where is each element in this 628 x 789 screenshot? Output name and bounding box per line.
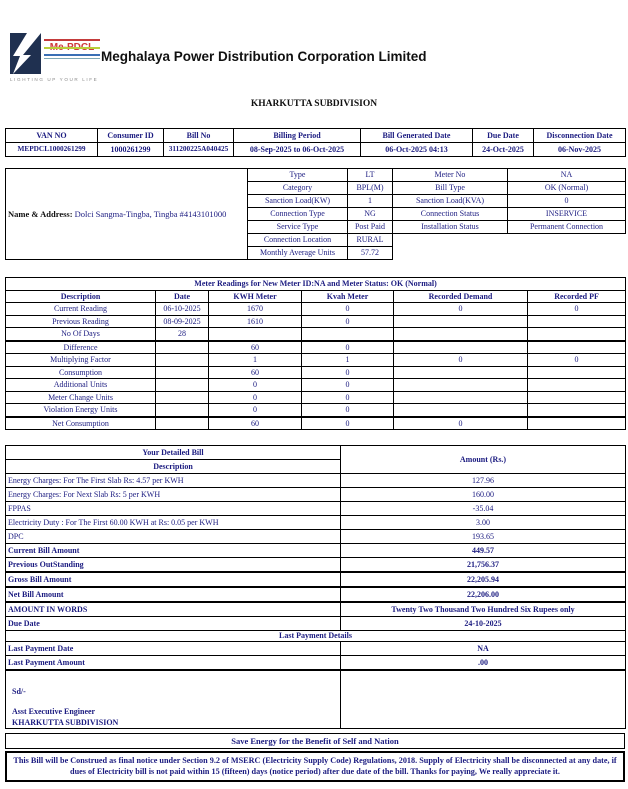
meter-cell: 06-10-2025 bbox=[156, 303, 209, 316]
charge-amount: 193.65 bbox=[341, 530, 626, 544]
meter-cell bbox=[156, 366, 209, 379]
kwh-meter-header: KWH Meter bbox=[209, 290, 302, 303]
meter-cell: Multiplying Factor bbox=[6, 354, 156, 367]
meter-cell bbox=[394, 379, 528, 392]
van-no-header: VAN NO bbox=[6, 129, 98, 143]
empty-cell bbox=[508, 247, 626, 260]
meter-cell bbox=[156, 404, 209, 417]
empty-cell bbox=[508, 234, 626, 247]
bill-no-value: 311200225A040425 bbox=[164, 143, 234, 157]
signature-row bbox=[6, 670, 626, 729]
logo-tagline: LIGHTING UP YOUR LIFE bbox=[10, 77, 99, 82]
meter-cell bbox=[394, 391, 528, 404]
meter-cell: Consumption bbox=[6, 366, 156, 379]
amount-in-words-value: Twenty Two Thousand Two Hundred Six Rupees only bbox=[341, 602, 626, 617]
meter-cell: 0 bbox=[528, 303, 626, 316]
logo-brand-text bbox=[44, 41, 100, 54]
account-label: Service Type bbox=[248, 221, 348, 234]
meter-cell bbox=[394, 366, 528, 379]
bill-title-row bbox=[6, 446, 626, 460]
charge-amount: -35.04 bbox=[341, 502, 626, 516]
detailed-bill-table bbox=[5, 445, 626, 729]
meter-cell bbox=[528, 379, 626, 392]
due-date-header: Due Date bbox=[473, 129, 534, 143]
charge-label: Previous OutStanding bbox=[6, 558, 341, 573]
account-value: 57.72 bbox=[348, 247, 393, 260]
account-label: Bill Type bbox=[393, 182, 508, 195]
account-value: BPL(M) bbox=[348, 182, 393, 195]
meter-cell: Additional Units bbox=[6, 379, 156, 392]
last-payment-date-label: Last Payment Date bbox=[6, 642, 341, 656]
bill-row-energy-next-slab bbox=[6, 488, 626, 502]
subdivision-title: KHARKUTTA SUBDIVISION bbox=[250, 99, 378, 109]
name-address-label: Name & Address: bbox=[8, 208, 73, 219]
bill-summary-table bbox=[5, 128, 626, 157]
account-value: OK (Normal) bbox=[508, 182, 626, 195]
meter-readings-table bbox=[5, 277, 626, 430]
bill-row-fppas bbox=[6, 502, 626, 516]
meter-cell: 0 bbox=[209, 404, 302, 417]
charge-label: Current Bill Amount bbox=[6, 544, 341, 558]
meter-row-consumption bbox=[6, 366, 626, 379]
bill-no-header: Bill No bbox=[164, 129, 234, 143]
meter-cell: 0 bbox=[302, 366, 394, 379]
meter-cell: 28 bbox=[156, 328, 209, 341]
meter-cell: 60 bbox=[209, 341, 302, 354]
signature-designation: Asst Executive Engineer bbox=[12, 707, 96, 717]
signature-sd: Sd/- bbox=[12, 687, 26, 696]
meter-cell bbox=[528, 328, 626, 341]
charge-label: Energy Charges: For The First Slab Rs: 4.57 per KWH bbox=[6, 474, 341, 488]
meter-cell: Net Consumption bbox=[6, 417, 156, 430]
meter-cell bbox=[528, 366, 626, 379]
charge-label: AMOUNT IN WORDS bbox=[6, 602, 341, 617]
meter-table-title: Meter Readings for New Meter ID:NA and Meter Status: OK (Normal) bbox=[6, 278, 626, 291]
meter-cell: 1610 bbox=[209, 315, 302, 328]
last-payment-amount-value: .00 bbox=[341, 656, 626, 671]
final-notice-text: This Bill will be Construed as final notice under Section 9.2 of MSERC (Electricity Supply Code) Regulations, 2018. Supply of Electricity shall be disconnected at any date, if dues of Electricity bill is not paid within 15 (fifteen) days (notice period) after due date of the bill. Thanks for paying, We really appreciate it. bbox=[5, 751, 625, 782]
bill-row-net-bill-amount bbox=[6, 587, 626, 602]
account-label: Type bbox=[248, 169, 348, 182]
bill-row-due-date bbox=[6, 617, 626, 631]
bill-table-title: Your Detailed Bill bbox=[6, 446, 341, 460]
last-payment-details-row bbox=[6, 631, 626, 642]
last-payment-details-title: Last Payment Details bbox=[6, 631, 626, 642]
amount-header: Amount (Rs.) bbox=[341, 446, 626, 474]
account-label: Connection Type bbox=[248, 208, 348, 221]
meter-row-difference bbox=[6, 341, 626, 354]
meter-cell: 08-09-2025 bbox=[156, 315, 209, 328]
charge-amount: 3.00 bbox=[341, 516, 626, 530]
disconnection-date-header: Disconnection Date bbox=[534, 129, 626, 143]
bill-row-previous-outstanding bbox=[6, 558, 626, 573]
previous-outstanding-value: 21,756.37 bbox=[341, 558, 626, 573]
gross-bill-amount-value: 22,205.94 bbox=[341, 572, 626, 587]
meter-cell bbox=[528, 417, 626, 430]
account-label: Sanction Load(KW) bbox=[248, 195, 348, 208]
description-header: Description bbox=[6, 290, 156, 303]
bill-row-current-bill-amount bbox=[6, 544, 626, 558]
meter-cell bbox=[156, 341, 209, 354]
meter-cell bbox=[156, 354, 209, 367]
name-address-value: Dolci Sangma-Tingba, Tingba #4143101000 bbox=[72, 208, 227, 219]
bill-row-gross-bill-amount bbox=[6, 572, 626, 587]
meter-cell: No Of Days bbox=[6, 328, 156, 341]
account-label: Sanction Load(KVA) bbox=[393, 195, 508, 208]
name-address-cell bbox=[6, 169, 248, 260]
consumer-id-value: 1000261299 bbox=[98, 143, 164, 157]
account-info-table bbox=[5, 168, 626, 260]
account-value: RURAL bbox=[348, 234, 393, 247]
meter-cell: 60 bbox=[209, 366, 302, 379]
meter-cell bbox=[528, 404, 626, 417]
billing-period-header: Billing Period bbox=[234, 129, 361, 143]
meter-row-net-consumption bbox=[6, 417, 626, 430]
net-bill-amount-value: 22,206.00 bbox=[341, 587, 626, 602]
charge-amount: 160.00 bbox=[341, 488, 626, 502]
logo-blue-line bbox=[44, 54, 100, 56]
bill-row-energy-first-slab bbox=[6, 474, 626, 488]
due-date-value: 24-Oct-2025 bbox=[473, 143, 534, 157]
bill-row-electricity-duty bbox=[6, 516, 626, 530]
meter-row-violation-energy-units bbox=[6, 404, 626, 417]
account-value: INSERVICE bbox=[508, 208, 626, 221]
signature-office: KHARKUTTA SUBDIVISION bbox=[12, 717, 119, 727]
company-title: Meghalaya Power Distribution Corporation Limited bbox=[101, 49, 427, 64]
meter-row-meter-change-units bbox=[6, 391, 626, 404]
lightning-bolt-icon bbox=[10, 33, 41, 74]
charge-label: Electricity Duty : For The First 60.00 KWH at Rs: 0.05 per KWH bbox=[6, 516, 341, 530]
meter-cell bbox=[528, 341, 626, 354]
account-value: NG bbox=[348, 208, 393, 221]
logo-teal-line bbox=[44, 58, 100, 59]
charge-label: Energy Charges: For Next Slab Rs: 5 per KWH bbox=[6, 488, 341, 502]
meter-cell: Violation Energy Units bbox=[6, 404, 156, 417]
logo-green-line bbox=[44, 47, 100, 49]
charge-label: Gross Bill Amount bbox=[6, 572, 341, 587]
meter-cell: 60 bbox=[209, 417, 302, 430]
meter-row-multiplying-factor bbox=[6, 354, 626, 367]
date-header: Date bbox=[156, 290, 209, 303]
meter-cell: 0 bbox=[394, 303, 528, 316]
charge-amount: 127.96 bbox=[341, 474, 626, 488]
meter-cell: 0 bbox=[302, 379, 394, 392]
meter-cell bbox=[302, 328, 394, 341]
bill-row-dpc bbox=[6, 530, 626, 544]
meter-cell: 0 bbox=[209, 391, 302, 404]
kvah-meter-header: Kvah Meter bbox=[302, 290, 394, 303]
billing-period-value: 08-Sep-2025 to 06-Oct-2025 bbox=[234, 143, 361, 157]
empty-cell bbox=[393, 234, 508, 247]
account-value: LT bbox=[348, 169, 393, 182]
meter-cell: 0 bbox=[302, 391, 394, 404]
disconnection-date-value: 06-Nov-2025 bbox=[534, 143, 626, 157]
charge-label: Due Date bbox=[6, 617, 341, 631]
meter-cell bbox=[394, 315, 528, 328]
meter-cell bbox=[209, 328, 302, 341]
account-value: 1 bbox=[348, 195, 393, 208]
meter-cell: Meter Change Units bbox=[6, 391, 156, 404]
meter-cell bbox=[156, 391, 209, 404]
account-value: Permanent Connection bbox=[508, 221, 626, 234]
meter-header-row bbox=[6, 290, 626, 303]
consumer-id-header: Consumer ID bbox=[98, 129, 164, 143]
description-header: Description bbox=[6, 460, 341, 474]
meter-cell: 0 bbox=[394, 417, 528, 430]
meter-cell bbox=[394, 341, 528, 354]
meter-cell: 0 bbox=[302, 315, 394, 328]
meter-cell bbox=[156, 417, 209, 430]
save-energy-banner: Save Energy for the Benefit of Self and Nation bbox=[5, 733, 625, 749]
meter-cell: 0 bbox=[302, 303, 394, 316]
meter-cell: Difference bbox=[6, 341, 156, 354]
meter-cell: 0 bbox=[528, 354, 626, 367]
account-row bbox=[6, 169, 626, 182]
last-payment-amount-row bbox=[6, 656, 626, 671]
signature-cell bbox=[6, 670, 341, 729]
last-payment-date-value: NA bbox=[341, 642, 626, 656]
meter-row-current-reading bbox=[6, 303, 626, 316]
meter-cell bbox=[528, 315, 626, 328]
empty-cell bbox=[393, 247, 508, 260]
meter-row-previous-reading bbox=[6, 315, 626, 328]
account-label: Monthly Average Units bbox=[248, 247, 348, 260]
current-bill-amount-value: 449.57 bbox=[341, 544, 626, 558]
summary-value-row bbox=[6, 143, 626, 157]
meter-row-no-of-days bbox=[6, 328, 626, 341]
van-no-value: MEPDCL1000261299 bbox=[6, 143, 98, 157]
account-label: Installation Status bbox=[393, 221, 508, 234]
meter-cell: 1 bbox=[302, 354, 394, 367]
meter-row-additional-units bbox=[6, 379, 626, 392]
meter-cell: 1670 bbox=[209, 303, 302, 316]
due-date-value: 24-10-2025 bbox=[341, 617, 626, 631]
account-label: Meter No bbox=[393, 169, 508, 182]
last-payment-date-row bbox=[6, 642, 626, 656]
charge-label: DPC bbox=[6, 530, 341, 544]
meter-cell: 0 bbox=[209, 379, 302, 392]
account-label: Connection Location bbox=[248, 234, 348, 247]
account-value: NA bbox=[508, 169, 626, 182]
meter-cell bbox=[156, 379, 209, 392]
account-label: Connection Status bbox=[393, 208, 508, 221]
meter-cell: 0 bbox=[394, 354, 528, 367]
account-value: 0 bbox=[508, 195, 626, 208]
last-payment-amount-label: Last Payment Amount bbox=[6, 656, 341, 671]
meter-cell bbox=[528, 391, 626, 404]
charge-label: FPPAS bbox=[6, 502, 341, 516]
meter-cell: 0 bbox=[302, 341, 394, 354]
mepdcl-logo bbox=[10, 33, 102, 82]
summary-header-row bbox=[6, 129, 626, 143]
meter-cell: Previous Reading bbox=[6, 315, 156, 328]
bill-generated-date-header: Bill Generated Date bbox=[361, 129, 473, 143]
meter-cell: Current Reading bbox=[6, 303, 156, 316]
account-label: Category bbox=[248, 182, 348, 195]
empty-signature-cell bbox=[341, 670, 626, 729]
account-value: Post Paid bbox=[348, 221, 393, 234]
meter-cell: 0 bbox=[302, 417, 394, 430]
meter-cell bbox=[394, 404, 528, 417]
meter-cell bbox=[394, 328, 528, 341]
recorded-pf-header: Recorded PF bbox=[528, 290, 626, 303]
recorded-demand-header: Recorded Demand bbox=[394, 290, 528, 303]
bill-generated-date-value: 06-Oct-2025 04:13 bbox=[361, 143, 473, 157]
meter-cell: 1 bbox=[209, 354, 302, 367]
bill-row-amount-in-words bbox=[6, 602, 626, 617]
charge-label: Net Bill Amount bbox=[6, 587, 341, 602]
meter-title-row bbox=[6, 278, 626, 291]
meter-cell: 0 bbox=[302, 404, 394, 417]
